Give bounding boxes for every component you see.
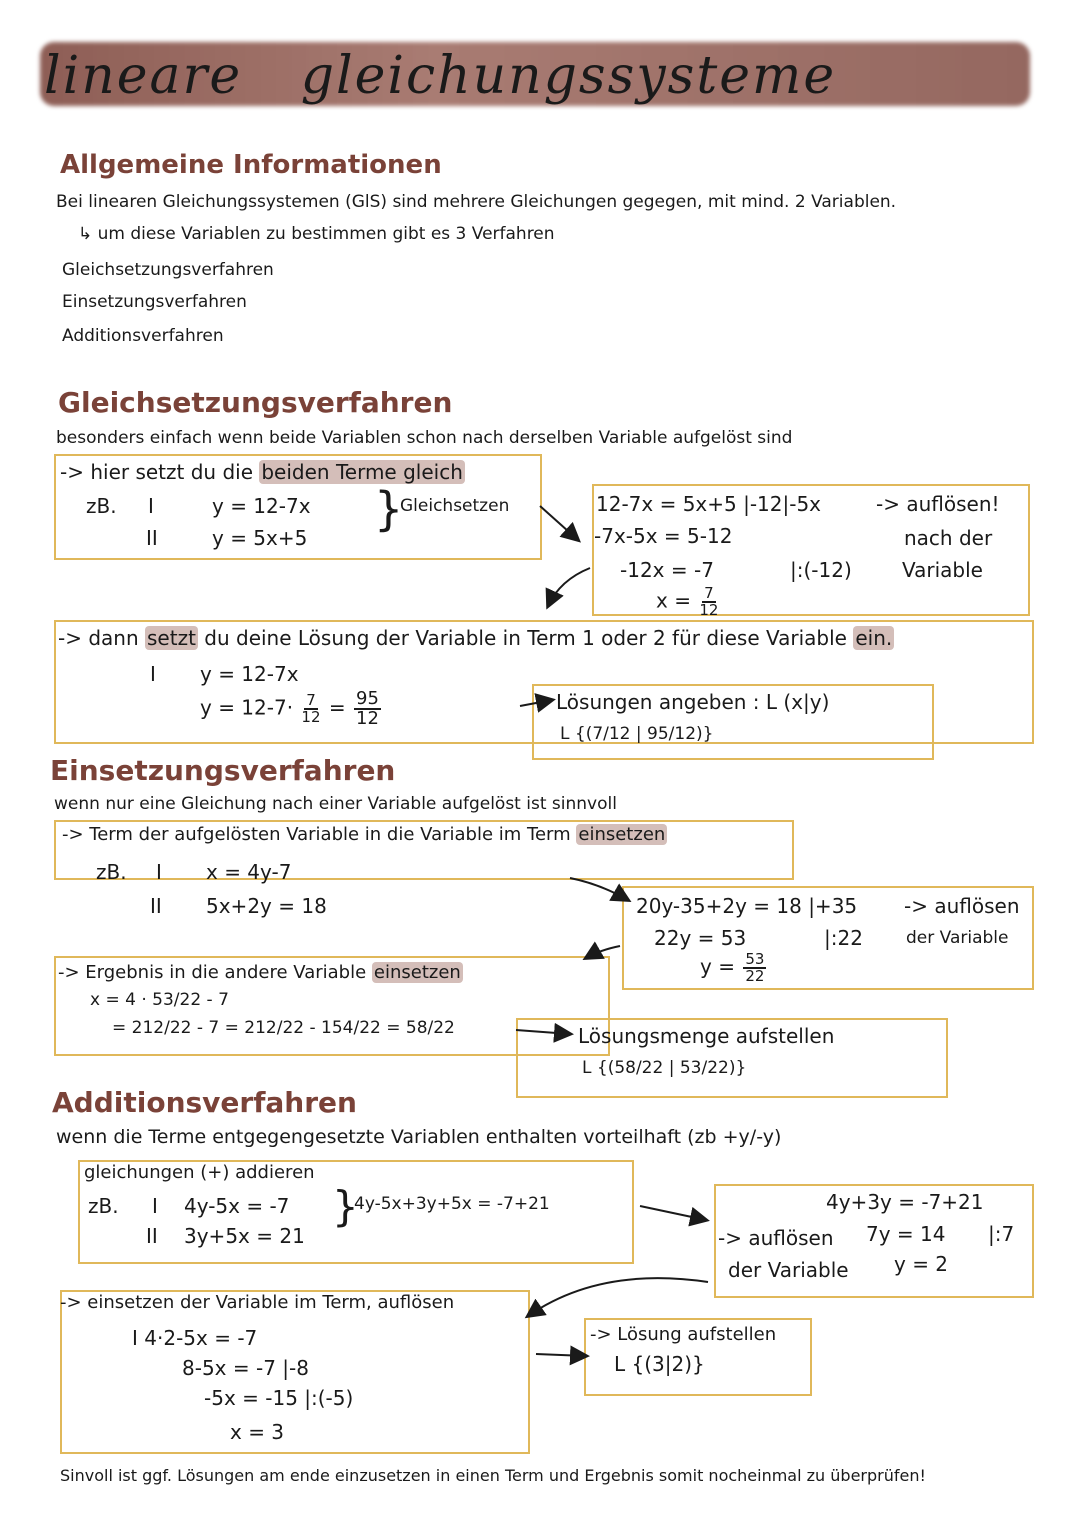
- title-word-2: gleichungssysteme: [300, 46, 837, 106]
- arrow-icon: [520, 700, 552, 706]
- addition-step-2: -> einsetzen der Variable im Term, auflösen: [60, 1292, 455, 1313]
- arrow-icon: [640, 1206, 706, 1220]
- note-1: -> auflösen: [904, 894, 1020, 918]
- arrow-icon: [586, 946, 620, 958]
- addition-intro: wenn die Terme entgegengesetzte Variablen enthalten vorteilhaft (zb +y/-y): [56, 1126, 782, 1148]
- step-highlight-2: ein.: [855, 626, 893, 650]
- arrow-icon: [516, 1030, 570, 1034]
- einsetzung-heading: Einsetzungsverfahren: [50, 754, 396, 787]
- equation-1: x = 4y-7: [206, 860, 292, 884]
- equation-2: 5x+2y = 18: [206, 894, 327, 918]
- solution-set: L {(58/22 | 53/22)}: [582, 1058, 747, 1078]
- calc-line-1: 4y+3y = -7+21: [826, 1190, 984, 1214]
- method-item-3: Additionsverfahren: [62, 326, 224, 346]
- numerator: 7: [704, 584, 714, 602]
- sub-line-1: I 4·2-5x = -7: [132, 1326, 258, 1350]
- calc-line-2: 7y = 14: [866, 1222, 946, 1246]
- step-highlight: setzt: [147, 626, 196, 650]
- step-text: -> hier setzt du die: [60, 460, 253, 484]
- solution-title: Lösungen angeben : L (x|y): [556, 690, 830, 714]
- general-heading: Allgemeine Informationen: [60, 150, 442, 180]
- method-item-2: Einsetzungsverfahren: [62, 292, 247, 312]
- calc-op-2: |:22: [824, 926, 863, 950]
- sub-label: I: [150, 662, 156, 686]
- calc-op-3: |:(-12): [790, 558, 852, 582]
- calc-op-2: |:7: [988, 1222, 1015, 1246]
- solution-title: Lösungsmenge aufstellen: [578, 1024, 835, 1048]
- equation-label-1: I: [156, 860, 162, 884]
- numerator: 7: [306, 691, 316, 709]
- sub-line-3: -5x = -15 |:(-5): [204, 1386, 354, 1410]
- title-word-1: lineare: [44, 46, 243, 106]
- zb-label: zB.: [96, 860, 127, 884]
- arrow-icon: [540, 506, 578, 540]
- calc-line-2: -7x-5x = 5-12: [594, 524, 733, 548]
- addition-step-1: gleichungen (+) addieren: [84, 1162, 315, 1183]
- equation-2: y = 5x+5: [212, 526, 308, 550]
- zb-label: zB.: [86, 494, 117, 518]
- equation-label-2: II: [146, 526, 158, 550]
- arrow-icon: [570, 878, 628, 900]
- denominator: 22: [745, 967, 765, 985]
- note-2: der Variable: [728, 1258, 849, 1282]
- note-1: -> auflösen!: [876, 492, 1000, 516]
- denominator: 12: [699, 601, 719, 619]
- numerator: 53: [745, 950, 765, 968]
- sub-line-1: x = 4 · 53/22 - 7: [90, 990, 229, 1010]
- step-highlight: einsetzen: [578, 824, 666, 845]
- addition-sum: 4y-5x+3y+5x = -7+21: [354, 1194, 550, 1214]
- solution-title: -> Lösung aufstellen: [590, 1324, 777, 1345]
- sub-line-2: = 212/22 - 7 = 212/22 - 154/22 = 58/22: [112, 1018, 455, 1038]
- equation-1: y = 12-7x: [212, 494, 311, 518]
- calc-line-1: 20y-35+2y = 18 |+35: [636, 894, 858, 918]
- note-2: nach der: [904, 526, 993, 550]
- equation-label-1: I: [148, 494, 154, 518]
- sub-line-4: x = 3: [230, 1420, 285, 1444]
- general-line-2: ↳ um diese Variablen zu bestimmen gibt es 3 Verfahren: [78, 224, 555, 244]
- footer-note: Sinvoll ist ggf. Lösungen am ende einzusetzen in einen Term und Ergebnis somit nocheinmal zu überprüfen!: [60, 1466, 926, 1485]
- calc-prefix: x =: [656, 588, 691, 613]
- addition-heading: Additionsverfahren: [52, 1086, 357, 1119]
- equation-2: 3y+5x = 21: [184, 1224, 305, 1248]
- step-text: -> dann: [58, 626, 139, 650]
- brace-icon: }: [374, 482, 404, 536]
- equation-label-2: II: [150, 894, 162, 918]
- gleichsetzung-intro: besonders einfach wenn beide Variablen schon nach derselben Variable aufgelöst sind: [56, 428, 793, 448]
- arrow-icon: [536, 1354, 586, 1356]
- calc-line-3: -12x = -7: [620, 558, 714, 582]
- step-text: -> Term der aufgelösten Variable in die Variable im Term: [62, 824, 571, 845]
- step-highlight: einsetzen: [373, 962, 461, 983]
- step-highlight: beiden Terme gleich: [261, 460, 463, 484]
- step-text-mid: du deine Lösung der Variable in Term 1 oder 2 für diese Variable: [204, 626, 847, 650]
- method-item-1: Gleichsetzungsverfahren: [62, 260, 274, 280]
- gleichsetzung-heading: Gleichsetzungsverfahren: [58, 386, 453, 419]
- note-3: Variable: [902, 558, 983, 582]
- note-2: der Variable: [906, 928, 1009, 948]
- arrow-icon: [528, 1278, 708, 1316]
- brace-note: Gleichsetzen: [400, 496, 510, 516]
- denominator: 12: [301, 708, 321, 726]
- equation-label-2: II: [146, 1224, 158, 1248]
- sub-prefix: y = 12-7·: [200, 695, 294, 720]
- general-line-1: Bei linearen Gleichungssystemen (GlS) sind mehrere Gleichungen gegegen, mit mind. 2 Variablen.: [56, 192, 897, 212]
- numerator: 95: [356, 688, 379, 709]
- arrow-icon: [548, 568, 590, 606]
- einsetzung-intro: wenn nur eine Gleichung nach einer Variable aufgelöst ist sinnvoll: [54, 794, 617, 814]
- sub-line-2: 8-5x = -7 |-8: [182, 1356, 309, 1380]
- zb-label: zB.: [88, 1194, 119, 1218]
- calc-prefix: y =: [700, 954, 735, 979]
- equation-label-1: I: [152, 1194, 158, 1218]
- solution-set: L {(7/12 | 95/12)}: [560, 724, 714, 744]
- note-1: -> auflösen: [718, 1226, 834, 1250]
- sub-line-1: y = 12-7x: [200, 662, 299, 686]
- solution-set: L {(3|2)}: [614, 1352, 705, 1376]
- equals: =: [328, 695, 346, 720]
- brace-icon: }: [332, 1182, 359, 1231]
- denominator: 12: [356, 708, 379, 729]
- calc-line-3: y = 2: [894, 1252, 949, 1276]
- calc-line-1: 12-7x = 5x+5 |-12|-5x: [596, 492, 822, 516]
- calc-line-2: 22y = 53: [654, 926, 747, 950]
- equation-1: 4y-5x = -7: [184, 1194, 290, 1218]
- step-text: -> Ergebnis in die andere Variable: [58, 962, 367, 983]
